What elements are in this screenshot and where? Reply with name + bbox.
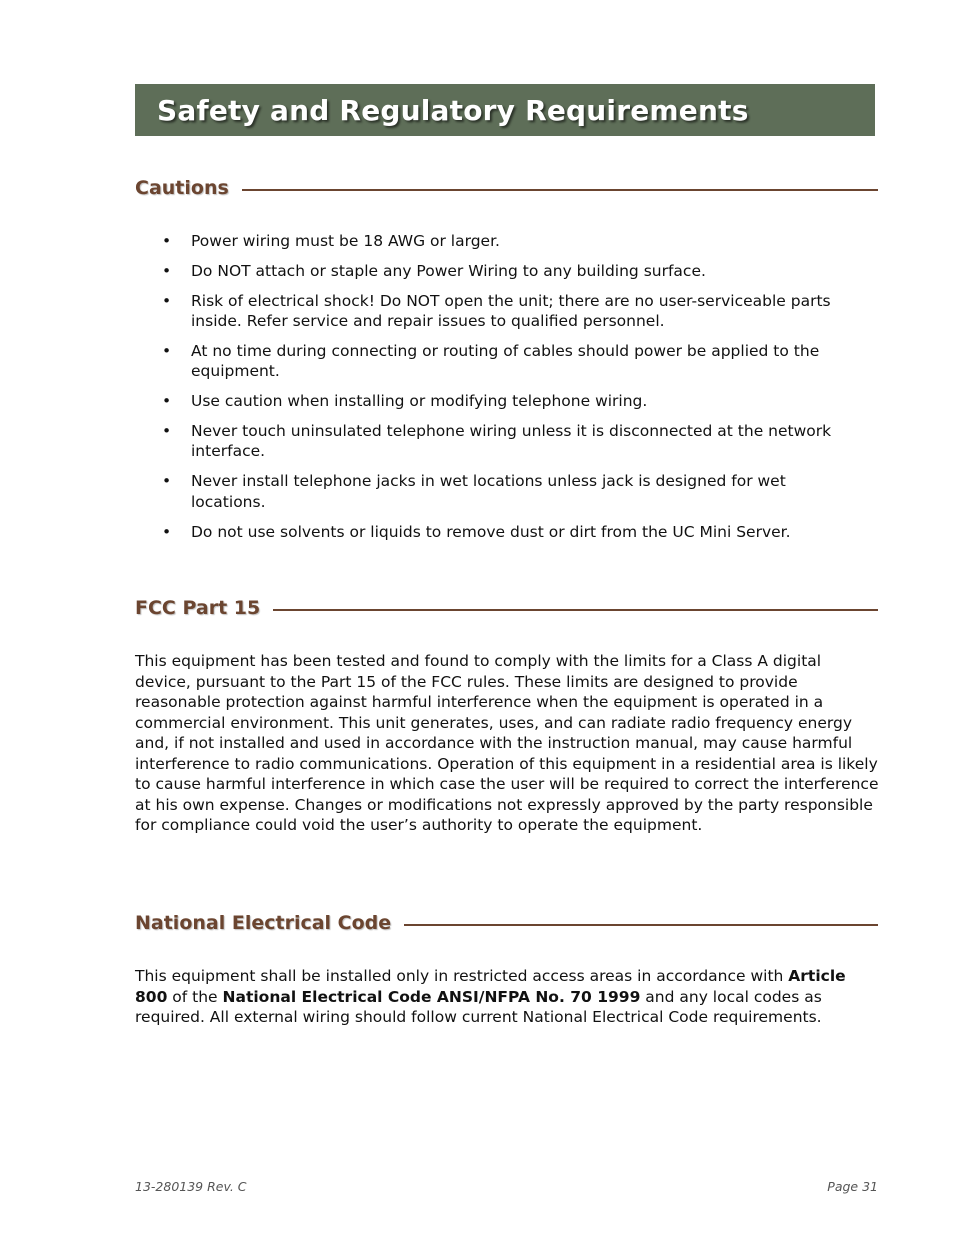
page-title-banner bbox=[135, 84, 875, 136]
bullet-icon: • bbox=[162, 261, 172, 280]
list-item: • At no time during connecting or routing of cables should power be applied to the equipment. bbox=[162, 341, 820, 381]
list-item: • Risk of electrical shock! Do NOT open the unit; there are no user-serviceable parts inside. Refer service and repair issues to qualified personnel. bbox=[162, 291, 831, 331]
list-item: • Do NOT attach or staple any Power Wiring to any building surface. bbox=[162, 261, 706, 280]
cautions-heading: Cautions bbox=[135, 177, 229, 199]
cautions-section-header bbox=[135, 177, 878, 199]
list-item: • Never install telephone jacks in wet locations unless jack is designed for wet locations. bbox=[162, 472, 786, 511]
list-item: • Never touch uninsulated telephone wiring unless it is disconnected at the network interface. bbox=[162, 421, 832, 461]
bullet-icon: • bbox=[162, 232, 172, 250]
bullet-icon: • bbox=[162, 472, 172, 491]
bullet-icon: • bbox=[162, 291, 172, 310]
fcc-paragraph: This equipment has been tested and found to comply with the limits for a Class A digital device, pursuant to the Part 15 of the FCC rules. These limits are designed to provide reasonable protection against harmful interference when the equipment is operated in a commercial environment. This unit generates, uses, and can radiate radio frequency energy and, if not installed and used in accordance with the instruction manual, may cause harmful interference to radio communications. Operation of this equipment in a residential area is likely to cause harmful interference in which case the user will be required to correct the interference at his own expense. Changes or modifications not expressly approved by the party responsible for compliance could void the user’s authority to operate the equipment. bbox=[135, 652, 879, 834]
doc-number: 13-280139 Rev. C bbox=[135, 1179, 247, 1194]
cautions-list bbox=[135, 231, 865, 551]
list-item: • Power wiring must be 18 AWG or larger. bbox=[162, 232, 500, 250]
bullet-icon: • bbox=[162, 392, 172, 411]
nec-paragraph: This equipment shall be installed only in restricted access areas in accordance with Article 800 of the National Electrical Code ANSI/NFPA No. 70 1999 and any local codes as required. All external wiring should follow current National Electrical Code requirements. bbox=[135, 967, 846, 1026]
article-reference: Article 800 bbox=[135, 967, 846, 1006]
code-reference: National Electrical Code ANSI/NFPA No. 70 1999 bbox=[222, 987, 641, 1006]
nec-section-header bbox=[135, 912, 878, 934]
section-divider bbox=[273, 609, 878, 611]
bullet-icon: • bbox=[162, 421, 172, 440]
page-title: Safety and Regulatory Requirements bbox=[157, 93, 749, 127]
nec-heading: National Electrical Code bbox=[135, 912, 392, 934]
list-item: • Do not use solvents or liquids to remove dust or dirt from the UC Mini Server. bbox=[162, 522, 791, 541]
fcc-section-header bbox=[135, 597, 878, 619]
list-item: • Use caution when installing or modifying telephone wiring. bbox=[162, 392, 648, 411]
fcc-heading: FCC Part 15 bbox=[135, 597, 261, 619]
page-number: Page 31 bbox=[827, 1179, 878, 1194]
bullet-icon: • bbox=[162, 341, 172, 360]
section-divider bbox=[242, 189, 878, 191]
bullet-icon: • bbox=[162, 522, 172, 541]
section-divider bbox=[404, 924, 878, 926]
